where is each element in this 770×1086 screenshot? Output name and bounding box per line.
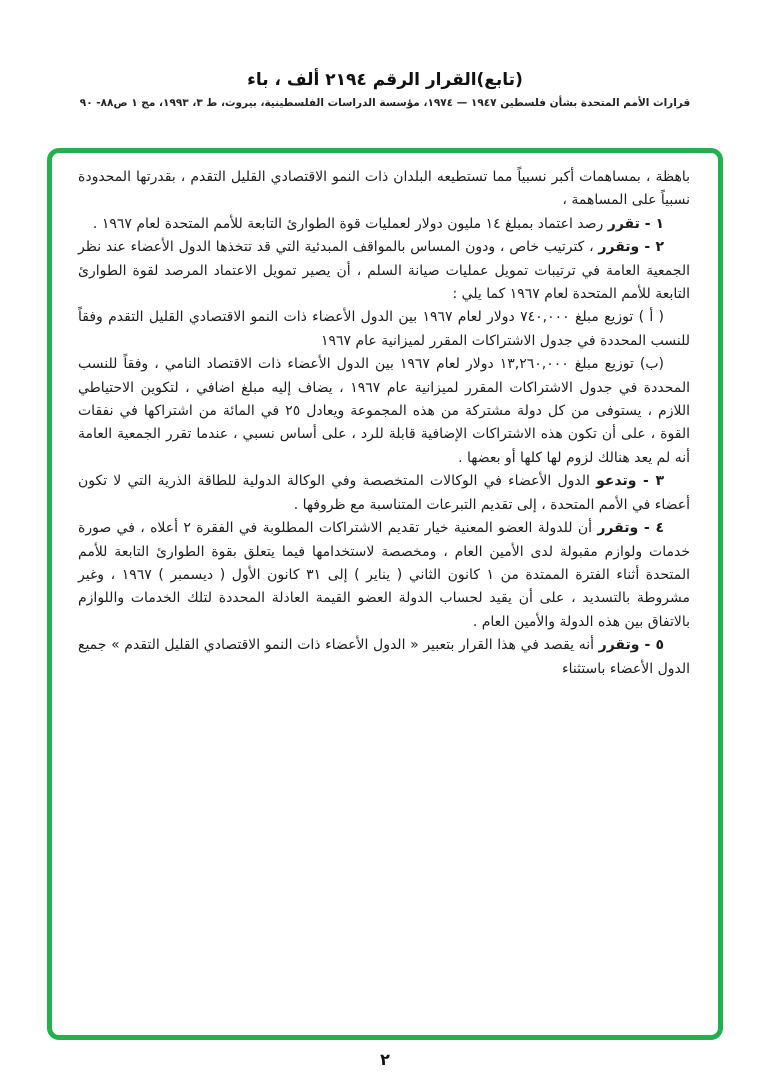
paragraph-text: باهظة ، بمساهمات أكبر نسبياً مما تستطيعه البلدان ذات النمو الاقتصادي القليل التقدم ، بقدرتها المحدودة نسبياً على المساهمة ، [78,169,690,209]
paragraph [78,236,690,306]
paragraph-lead: ٣ - وتدعو [596,473,664,490]
paragraph-text: الدول الأعضاء في الوكالات المتخصصة وفي الوكالة الدولية للطاقة الذرية التي لا تكون أعضاء في الأمم المتحدة ، إلى تقديم التبرعات المتناسبة مع ظروفها . [78,473,690,513]
paragraph [78,634,690,681]
page-number: ٢ [380,1050,390,1069]
paragraph-lead: ٢ - وتقرر [598,239,664,256]
paragraph-text: ( أ ) توزيع مبلغ ٧٤٠,٠٠٠ دولار لعام ١٩٦٧ بين الدول الأعضاء ذات النمو الاقتصادي القليل التقدم وفقاً للنسب المحددة في جدول الاشتراكات المقرر لميزانية عام ١٩٦٧ [78,309,690,349]
paragraph-lead: ١ - تقرر [607,215,664,232]
paragraph [78,306,690,353]
paragraph [78,166,690,213]
paragraph [78,470,690,517]
paragraph [78,353,690,470]
document-body [78,166,690,681]
paragraph-text: أنه يقصد في هذا القرار بتعبير « الدول الأعضاء ذات النمو الاقتصادي القليل التقدم » جميع الدول الأعضاء باستثناء [78,637,690,677]
paragraph-text: رصد اعتماد بمبلغ ١٤ مليون دولار لعمليات قوة الطوارئ التابعة للأمم المتحدة لعام ١٩٦٧ . [92,215,608,232]
paragraph-lead: ٤ - وتقرر [597,520,664,537]
paragraph [78,517,690,634]
document-header [0,70,770,109]
document-title: (تابع)القرار الرقم ٢١٩٤ ألف ، باء [247,70,523,90]
paragraph-text: (ب) توزيع مبلغ ١٣,٢٦٠,٠٠٠ دولار لعام ١٩٦٧ بين الدول الأعضاء ذات الاقتصاد النامي ، وفقاً للنسب المحددة في جدول الاشتراكات المقرر لميزانية عام ١٩٦٧ ، يضاف إليه مبلغ اضافي ، لتكوين الاحتياطي اللازم ، يستوفى من كل دولة مشتركة من هذه المجموعة ويعادل ٢٥ في المائة من اشتراكها في نفقات القوة ، على أن تكون هذه الاشتراكات الإضافية قابلة للرد ، على أساس نسبي ، عندما تقرر الجمعية العامة أنه لم يعد هنالك لزوم لها كلها أو بعضها . [78,356,690,466]
document-source-citation: قرارات الأمم المتحدة بشأن فلسطين ١٩٤٧ — ١٩٧٤، مؤسسة الدراسات الفلسطينية، بيروت، ط ٣، ١٩٩٣، مج ١ ص٨٨- ٩٠ [79,97,691,109]
paragraph [78,213,690,236]
paragraph-text: ، كترتيب خاص ، ودون المساس بالمواقف المبدئية التي قد تتخذها الدول الأعضاء عند نظر الجمعية العامة في ترتيبات تمويل عمليات صيانة السلم ، أن يصير تمويل الاعتماد المرصد لقوة الطوارئ التابعة للأمم المتحدة لعام ١٩٦٧ كما يلي : [78,239,690,303]
paragraph-text: أن للدولة العضو المعنية خيار تقديم الاشتراكات المطلوبة في الفقرة ٢ أعلاه ، في صورة خدمات ولوازم مقبولة لدى الأمين العام ، ومخصصة لاستخدامها فيما يتعلق بقوة الطوارئ التابعة للأمم المتحدة أثناء الفترة الممتدة من ١ كانون الثاني ( يناير ) إلى ٣١ كانون الأول ( ديسمبر ) ١٩٦٧ ، وغير مشروطة بالتسديد ، على أن يقيد لحساب الدولة العضو القيمة العادلة المحددة لتلك الخدمات واللوازم بالاتفاق بين هذه الدولة والأمين العام . [78,520,690,630]
paragraph-lead: ٥ - وتقرر [598,637,664,654]
